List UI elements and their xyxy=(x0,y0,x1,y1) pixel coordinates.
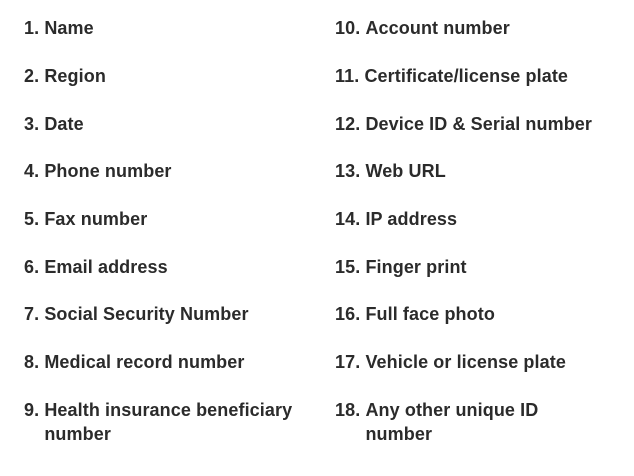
list-item-account-number xyxy=(335,16,625,40)
item-number: 17. xyxy=(335,352,366,372)
item-label: Region xyxy=(44,66,106,86)
item-number: 4. xyxy=(24,161,45,181)
item-label: Phone number xyxy=(44,161,172,181)
item-label: Device ID & Serial number xyxy=(365,114,593,134)
item-number: 14. xyxy=(335,209,366,229)
list-item-name xyxy=(24,16,324,40)
item-number: 12. xyxy=(335,114,366,134)
item-number: 2. xyxy=(24,66,45,86)
list-item-date xyxy=(24,112,324,136)
item-label: Medical record number xyxy=(44,352,245,372)
item-label: Name xyxy=(44,18,94,38)
item-label: Date xyxy=(44,114,84,134)
item-label: Web URL xyxy=(365,161,446,181)
item-number: 3. xyxy=(24,114,45,134)
list-item-web-url xyxy=(335,159,625,183)
item-number: 5. xyxy=(24,209,45,229)
list-item-social-security-number xyxy=(24,302,324,326)
item-number: 11. xyxy=(335,66,365,86)
list-item-region xyxy=(24,64,324,88)
item-label: Social Security Number xyxy=(44,304,249,324)
item-label: Health insurance beneficiary number xyxy=(44,400,293,444)
list-item-full-face-photo xyxy=(335,302,625,326)
item-number: 7. xyxy=(24,304,45,324)
list-item-finger-print xyxy=(335,255,625,279)
list-item-medical-record-number xyxy=(24,350,324,374)
item-number: 16. xyxy=(335,304,366,324)
item-label: Certificate/license plate xyxy=(364,66,569,86)
item-number: 9. xyxy=(24,400,45,420)
item-label: Any other unique ID number xyxy=(365,400,539,444)
item-number: 8. xyxy=(24,352,45,372)
list-item-email-address xyxy=(24,255,324,279)
item-number: 15. xyxy=(335,257,366,277)
item-label: Email address xyxy=(44,257,168,277)
list-item-phone-number xyxy=(24,159,324,183)
list-item-ip-address xyxy=(335,207,625,231)
list-item-vehicle-or-license-plate xyxy=(335,350,625,374)
item-label: Full face photo xyxy=(365,304,495,324)
list-item-fax-number xyxy=(24,207,324,231)
list-item-device-id-serial-number xyxy=(335,112,625,136)
list-item-any-other-unique-id-number xyxy=(335,398,585,446)
item-label: Vehicle or license plate xyxy=(365,352,566,372)
list-item-health-insurance-beneficiary-number xyxy=(24,398,319,446)
item-number: 13. xyxy=(335,161,366,181)
list-item-certificate-license-plate xyxy=(335,64,625,88)
item-number: 18. xyxy=(335,400,366,420)
item-label: Finger print xyxy=(365,257,467,277)
item-number: 1. xyxy=(24,18,45,38)
item-label: Fax number xyxy=(44,209,148,229)
item-label: Account number xyxy=(365,18,510,38)
item-number: 6. xyxy=(24,257,45,277)
item-label: IP address xyxy=(365,209,458,229)
item-number: 10. xyxy=(335,18,366,38)
